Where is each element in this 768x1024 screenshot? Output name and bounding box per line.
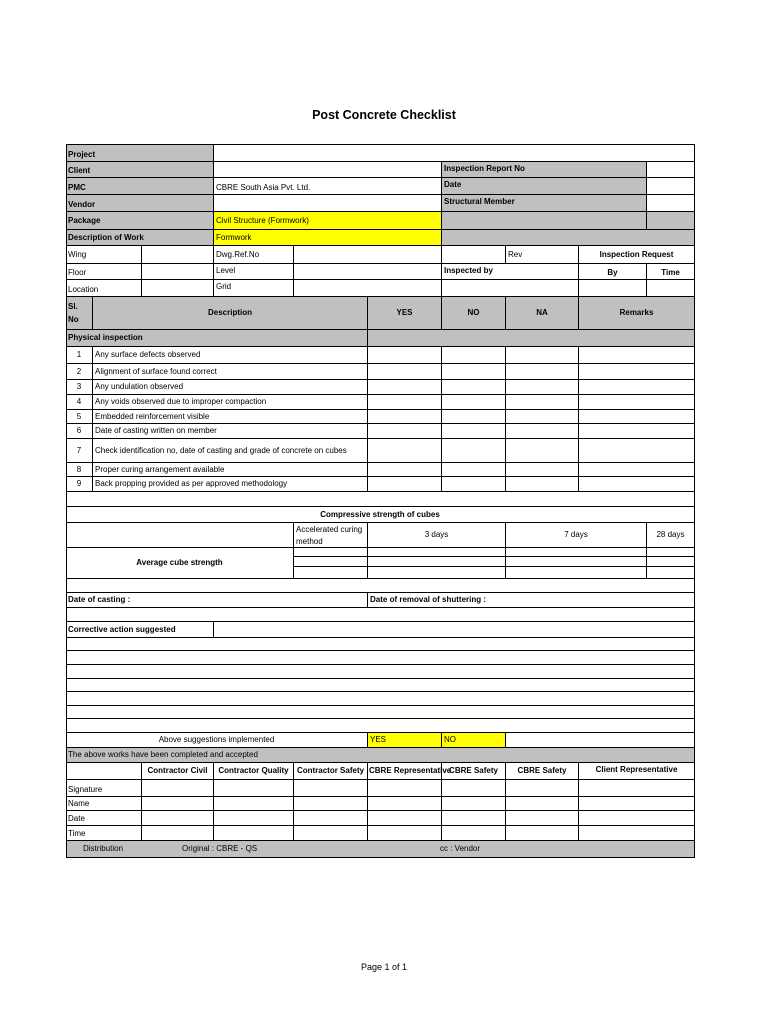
signoff-heading-contractor-civil: Contractor Civil	[142, 763, 214, 780]
item-remarks-cell[interactable]	[579, 477, 695, 492]
item-number: 3	[66, 380, 93, 395]
cube-value-cell[interactable]	[294, 548, 368, 557]
item-description: Back propping provided as per approved methodology	[93, 477, 368, 492]
label-dwg-ref-no: Dwg.Ref.No	[214, 246, 294, 264]
cube-value-cell[interactable]	[368, 567, 506, 579]
cube-value-cell[interactable]	[368, 548, 506, 557]
column-description: Description	[93, 297, 368, 330]
item-yes-cell[interactable]	[368, 347, 442, 364]
label-suggestions-implemented: Above suggestions implemented	[66, 733, 368, 748]
item-remarks-cell[interactable]	[579, 347, 695, 364]
item-number: 1	[66, 347, 93, 364]
signoff-cell[interactable]	[294, 780, 368, 797]
field-blank	[442, 230, 695, 246]
label-inspection_report_no: Inspection Report No	[442, 162, 647, 178]
cube-value-cell[interactable]	[647, 548, 695, 557]
item-no-cell[interactable]	[442, 395, 506, 410]
spacer-row	[66, 608, 695, 622]
signoff-cell[interactable]	[294, 797, 368, 811]
label-accelerated-curing: Accelerated curing method	[294, 523, 368, 548]
item-na-cell[interactable]	[506, 477, 579, 492]
field-corrective-action[interactable]	[214, 622, 695, 638]
item-number: 6	[66, 424, 93, 439]
signoff-cell[interactable]	[506, 826, 579, 841]
cube-value-cell[interactable]	[294, 567, 368, 579]
item-yes-cell[interactable]	[368, 424, 442, 439]
signoff-cell[interactable]	[506, 811, 579, 826]
table-border-top	[66, 144, 695, 145]
item-number: 8	[66, 463, 93, 477]
item-na-cell[interactable]	[506, 395, 579, 410]
label-floor: Floor	[66, 264, 142, 280]
item-description: Proper curing arrangement available	[93, 463, 368, 477]
label-description-of-work: Description of Work	[66, 230, 214, 246]
signoff-cell[interactable]	[142, 826, 214, 841]
label-3-days: 3 days	[368, 523, 506, 548]
label-time: Time	[647, 264, 695, 280]
signoff-row-label: Signature	[66, 780, 142, 797]
signoff-cell[interactable]	[142, 811, 214, 826]
signoff-heading-contractor-safety: Contractor Safety	[294, 763, 368, 780]
page-footer: Page 1 of 1	[360, 962, 408, 972]
item-yes-cell[interactable]	[368, 364, 442, 380]
section-physical-blank	[368, 330, 695, 347]
cube-blank	[66, 523, 294, 548]
label-client: Client	[66, 162, 214, 178]
item-yes-cell[interactable]	[368, 395, 442, 410]
item-remarks-cell[interactable]	[579, 395, 695, 410]
label-rev: Rev	[506, 246, 579, 264]
column-no: NO	[442, 297, 506, 330]
cube-value-cell[interactable]	[368, 557, 506, 567]
item-description: Any undulation observed	[93, 380, 368, 395]
item-no-cell[interactable]	[442, 439, 506, 463]
field-vendor[interactable]	[214, 195, 442, 212]
item-no-cell[interactable]	[442, 424, 506, 439]
label-date-of-casting: Date of casting :	[66, 593, 368, 608]
item-no-cell[interactable]	[442, 347, 506, 364]
signoff-row-label: Name	[66, 797, 142, 811]
label-vendor: Vendor	[66, 195, 214, 212]
item-na-cell[interactable]	[506, 364, 579, 380]
item-remarks-cell[interactable]	[579, 410, 695, 424]
column-remarks: Remarks	[579, 297, 695, 330]
field-blank	[647, 212, 695, 230]
item-remarks-cell[interactable]	[579, 439, 695, 463]
label-structural_member: Structural Member	[442, 195, 647, 212]
corrective-action-line[interactable]	[66, 651, 695, 665]
signoff-cell[interactable]	[368, 797, 442, 811]
cube-strength-title: Compressive strength of cubes	[66, 507, 695, 523]
signoff-cell[interactable]	[368, 811, 442, 826]
item-no-cell[interactable]	[442, 477, 506, 492]
signoff-cell[interactable]	[368, 780, 442, 797]
column-sl-no: Sl. No	[66, 297, 93, 330]
item-na-cell[interactable]	[506, 347, 579, 364]
cube-value-cell[interactable]	[506, 567, 647, 579]
signoff-cell[interactable]	[214, 811, 294, 826]
field-by[interactable]	[579, 280, 647, 297]
signoff-cell[interactable]	[442, 811, 506, 826]
signoff-cell[interactable]	[214, 826, 294, 841]
label-project: Project	[66, 145, 214, 162]
item-number: 7	[66, 439, 93, 463]
corrective-action-line[interactable]	[66, 679, 695, 692]
signoff-cell[interactable]	[579, 780, 695, 797]
section-physical-inspection: Physical inspection	[66, 330, 368, 347]
page-title: Post Concrete Checklist	[312, 108, 456, 122]
signoff-heading-client-representative: Client Representative	[579, 763, 695, 780]
label-date: Date	[442, 178, 647, 195]
item-na-cell[interactable]	[506, 410, 579, 424]
corrective-action-line[interactable]	[66, 665, 695, 679]
field-grid[interactable]	[294, 280, 442, 297]
item-no-cell[interactable]	[442, 410, 506, 424]
corrective-action-line[interactable]	[66, 692, 695, 706]
cube-value-cell[interactable]	[647, 557, 695, 567]
item-description: Date of casting written on member	[93, 424, 368, 439]
spacer-row	[66, 492, 695, 507]
field-description-of-work[interactable]: Formwork	[214, 230, 442, 246]
signoff-heading-cbre-safety-1: CBRE Safety	[442, 763, 506, 780]
label-package: Package	[66, 212, 214, 230]
field-structural_member[interactable]	[647, 195, 695, 212]
item-no-cell[interactable]	[442, 463, 506, 477]
signoff-cell[interactable]	[214, 780, 294, 797]
suggestions-blank	[506, 733, 695, 748]
item-yes-cell[interactable]	[368, 380, 442, 395]
signoff-cell[interactable]	[442, 780, 506, 797]
item-yes-cell[interactable]	[368, 477, 442, 492]
field-floor[interactable]	[142, 264, 214, 280]
column-yes: YES	[368, 297, 442, 330]
field-location[interactable]	[142, 280, 214, 297]
field-time[interactable]	[647, 280, 695, 297]
signoff-cell[interactable]	[506, 780, 579, 797]
signoff-cell[interactable]	[368, 826, 442, 841]
field-pmc[interactable]: CBRE South Asia Pvt. Ltd.	[214, 178, 442, 195]
signoff-cell[interactable]	[579, 797, 695, 811]
field-inspected-by[interactable]	[442, 280, 579, 297]
field-client[interactable]	[214, 162, 442, 178]
distribution-label: Distribution	[83, 844, 124, 853]
signoff-cell[interactable]	[506, 797, 579, 811]
label-average-cube-strength: Average cube strength	[66, 548, 294, 579]
cube-value-cell[interactable]	[647, 567, 695, 579]
corrective-action-line[interactable]	[66, 638, 695, 651]
field-wing[interactable]	[142, 246, 214, 264]
item-na-cell[interactable]	[506, 380, 579, 395]
item-number: 4	[66, 395, 93, 410]
item-number: 9	[66, 477, 93, 492]
signoff-cell[interactable]	[142, 780, 214, 797]
item-remarks-cell[interactable]	[579, 463, 695, 477]
item-description: Any surface defects observed	[93, 347, 368, 364]
field-blank	[442, 246, 506, 264]
field-structural-member-extra	[442, 212, 647, 230]
item-yes-cell[interactable]	[368, 439, 442, 463]
item-number: 5	[66, 410, 93, 424]
signoff-cell[interactable]	[579, 811, 695, 826]
column-na: NA	[506, 297, 579, 330]
signoff-heading-contractor-quality: Contractor Quality	[214, 763, 294, 780]
label-7-days: 7 days	[506, 523, 647, 548]
field-project[interactable]	[214, 145, 695, 162]
cube-value-cell[interactable]	[506, 557, 647, 567]
item-no-cell[interactable]	[442, 380, 506, 395]
item-description: Alignment of surface found correct	[93, 364, 368, 380]
option-yes[interactable]: YES	[368, 733, 442, 748]
signoff-cell[interactable]	[294, 811, 368, 826]
field-level[interactable]	[294, 264, 442, 280]
signoff-cell[interactable]	[142, 797, 214, 811]
option-no[interactable]: NO	[442, 733, 506, 748]
label-pmc: PMC	[66, 178, 214, 195]
item-yes-cell[interactable]	[368, 463, 442, 477]
field-date[interactable]	[647, 178, 695, 195]
item-number: 2	[66, 364, 93, 380]
label-28-days: 28 days	[647, 523, 695, 548]
signoff-row-label: Date	[66, 811, 142, 826]
corrective-action-line[interactable]	[66, 719, 695, 733]
label-wing: Wing	[66, 246, 142, 264]
label-by: By	[579, 264, 647, 280]
field-package[interactable]: Civil Structure (Formwork)	[214, 212, 442, 230]
signoff-heading-cbre-safety-2: CBRE Safety	[506, 763, 579, 780]
label-inspection-request: Inspection Request	[579, 246, 695, 264]
signoff-heading-cbre-representative: CBRE Representative	[368, 763, 442, 780]
cube-value-cell[interactable]	[294, 557, 368, 567]
signoff-row-label: Time	[66, 826, 142, 841]
signoff-blank-heading	[66, 763, 142, 780]
item-remarks-cell[interactable]	[579, 380, 695, 395]
item-yes-cell[interactable]	[368, 410, 442, 424]
label-date-of-removal: Date of removal of shuttering :	[368, 593, 695, 608]
item-description: Check identification no, date of casting and grade of concrete on cubes	[93, 439, 368, 463]
item-remarks-cell[interactable]	[579, 424, 695, 439]
signoff-cell[interactable]	[442, 797, 506, 811]
table-border-left	[66, 144, 67, 858]
item-description: Embedded reinforcement visible	[93, 410, 368, 424]
signoff-cell[interactable]	[442, 826, 506, 841]
signoff-cell[interactable]	[214, 797, 294, 811]
item-na-cell[interactable]	[506, 463, 579, 477]
note-completed-accepted: The above works have been completed and accepted	[66, 748, 695, 763]
item-na-cell[interactable]	[506, 439, 579, 463]
distribution-row	[66, 841, 695, 858]
signoff-cell[interactable]	[579, 826, 695, 841]
field-inspection_report_no[interactable]	[647, 162, 695, 178]
item-na-cell[interactable]	[506, 424, 579, 439]
distribution-cc: cc : Vendor	[440, 844, 481, 853]
label-grid: Grid	[214, 280, 294, 297]
signoff-cell[interactable]	[294, 826, 368, 841]
label-location: Location	[66, 280, 142, 297]
label-corrective-action: Corrective action suggested	[66, 622, 214, 638]
field-dwg-ref-no[interactable]	[294, 246, 442, 264]
label-level: Level	[214, 264, 294, 280]
spacer-row	[66, 579, 695, 593]
item-description: Any voids observed due to improper compaction	[93, 395, 368, 410]
item-no-cell[interactable]	[442, 364, 506, 380]
distribution-original: Original : CBRE - QS	[182, 844, 258, 853]
label-inspected-by: Inspected by	[442, 264, 579, 280]
cube-value-cell[interactable]	[506, 548, 647, 557]
item-remarks-cell[interactable]	[579, 364, 695, 380]
corrective-action-line[interactable]	[66, 706, 695, 719]
